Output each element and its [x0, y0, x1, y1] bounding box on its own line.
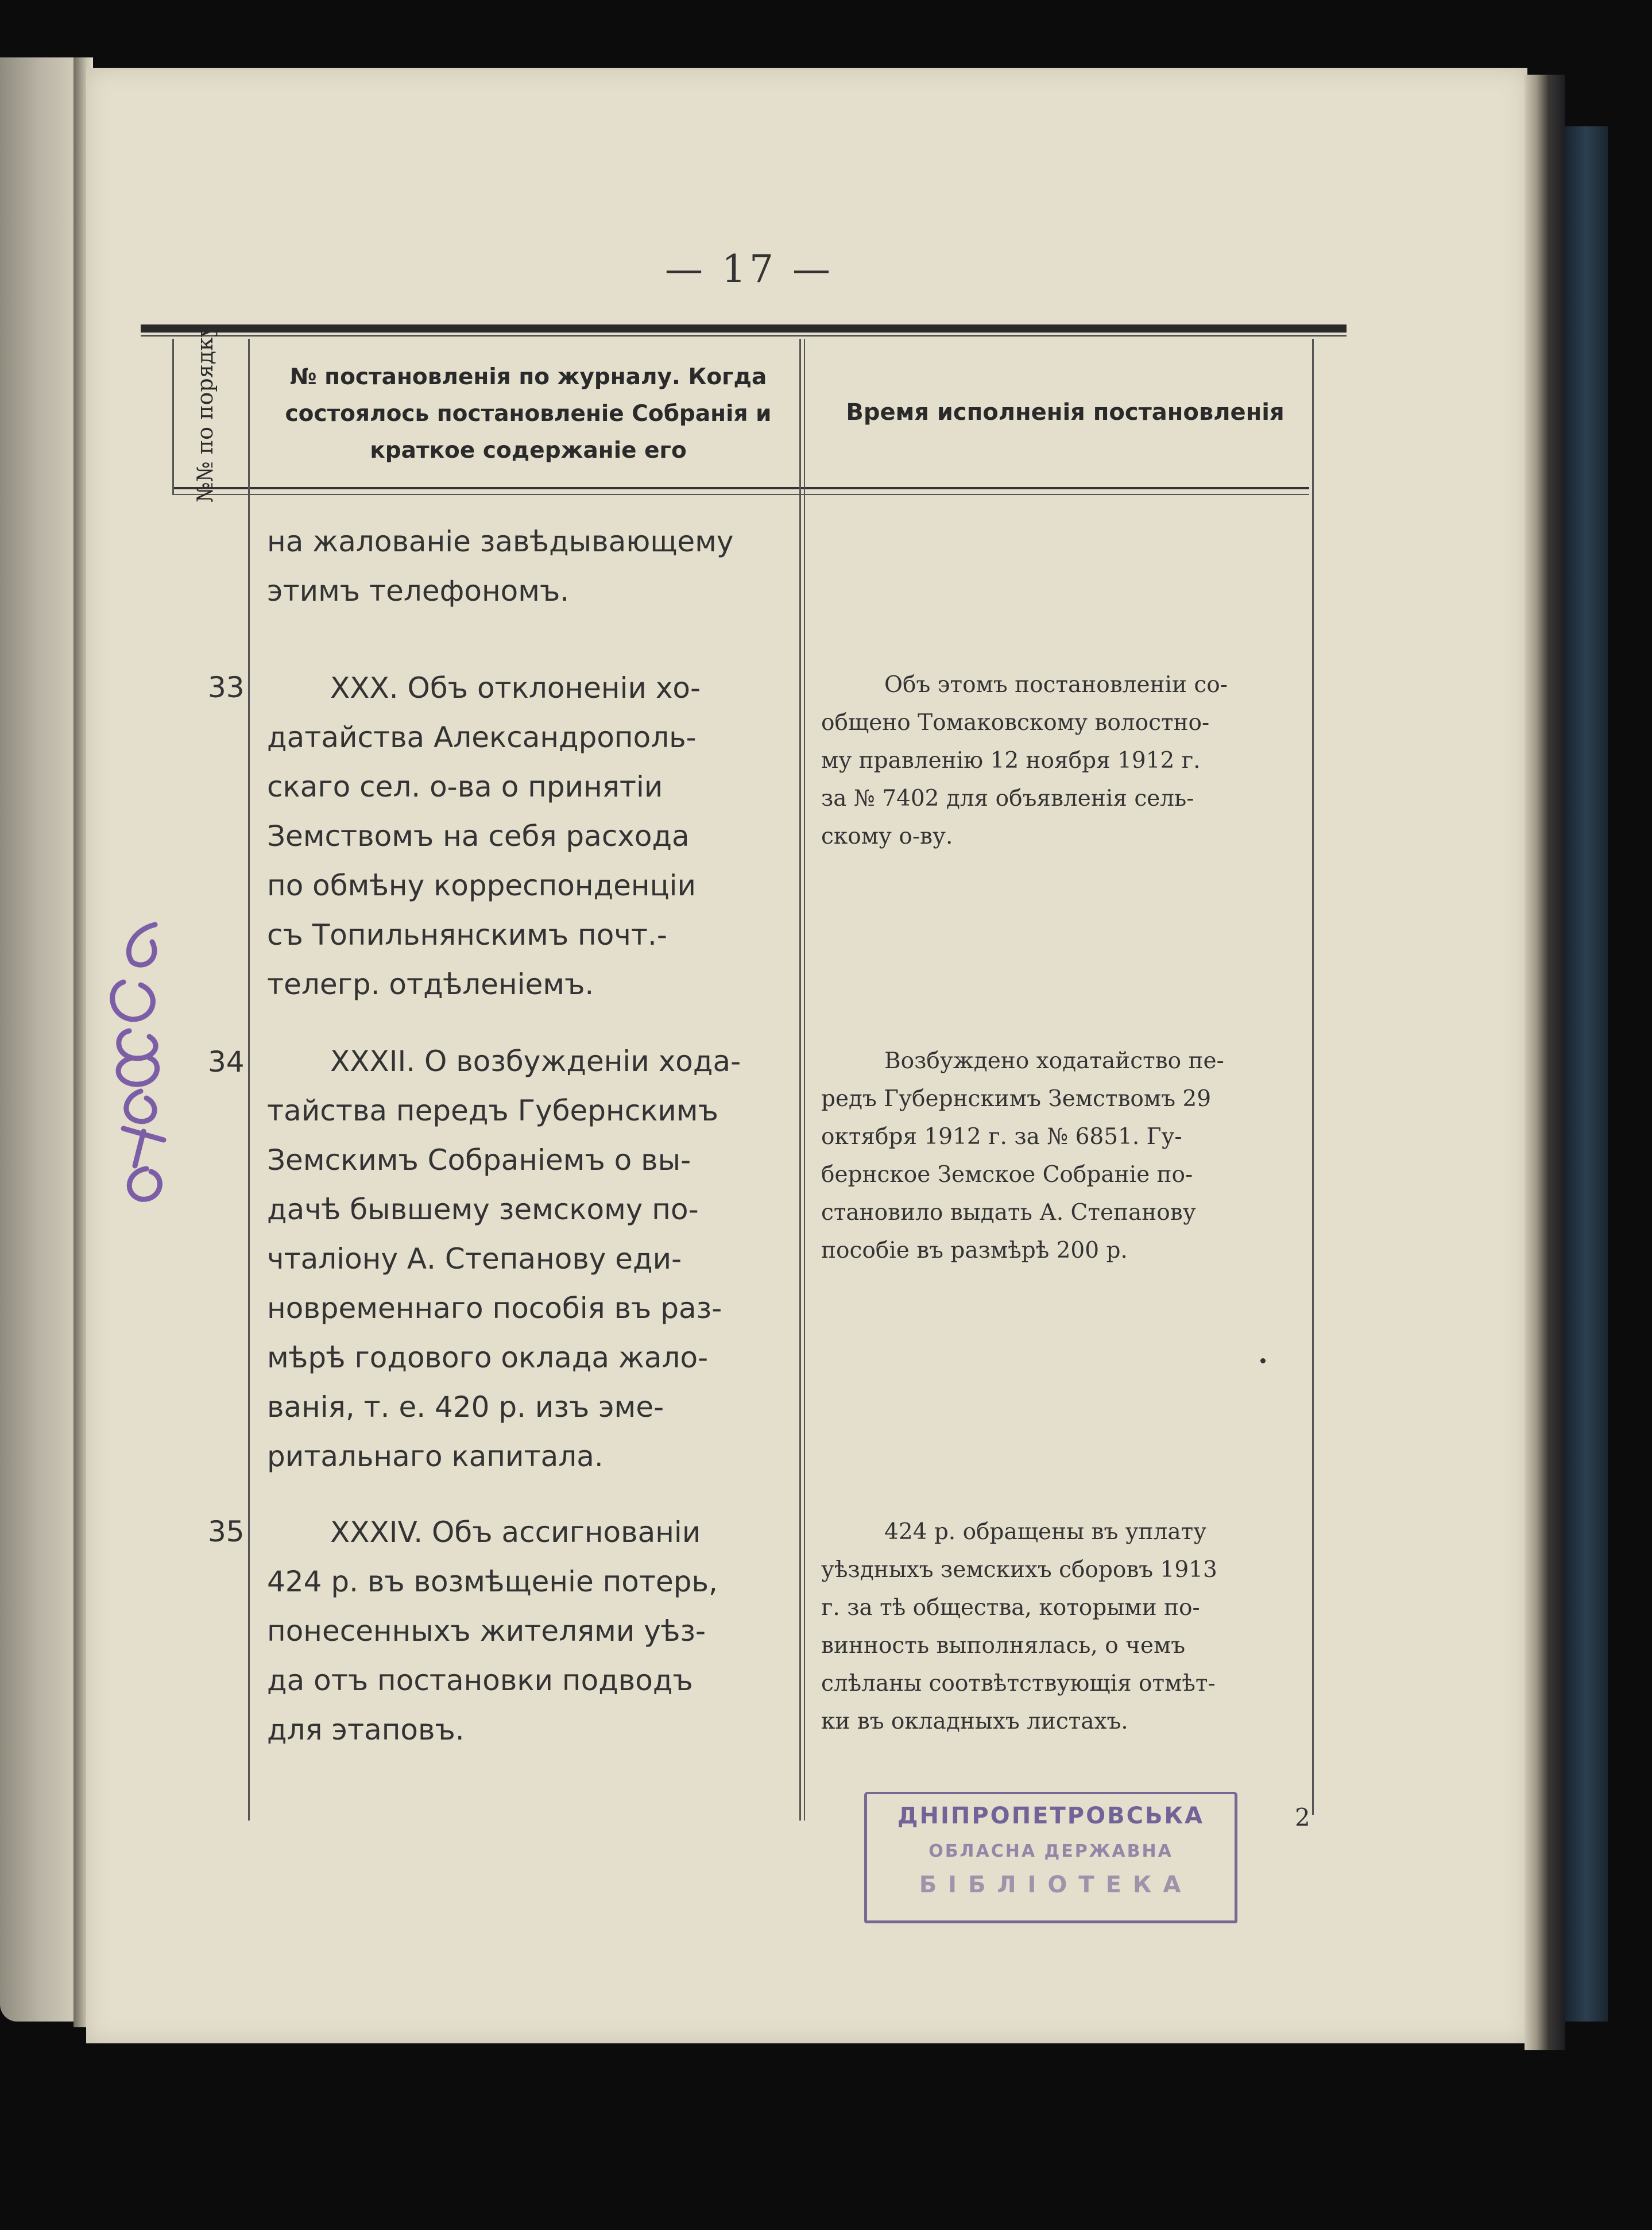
text-line: становило выдать А. Степанову [821, 1200, 1196, 1226]
execution-text [821, 666, 1303, 856]
text-line: г. за тѣ общества, которыми по- [821, 1595, 1200, 1621]
column-divider-2 [799, 339, 801, 1821]
row-number: 35 [208, 1515, 245, 1548]
execution-text [821, 1513, 1303, 1741]
text-line: пособіе въ размѣрѣ 200 р. [821, 1238, 1128, 1263]
row-number: 33 [208, 671, 245, 704]
text-line: скому о-ву. [821, 824, 953, 849]
header-decision-line: № постановленія по журналу. Когда [289, 364, 767, 390]
text-line: XXXII. О возбужденіи хода- [330, 1045, 741, 1078]
header-bottom-rule [172, 487, 1309, 489]
text-line: скаго сел. о-ва о принятіи [267, 770, 663, 803]
text-line: винность выполнялась, о чемъ [821, 1633, 1186, 1659]
book-cover-edge [1565, 126, 1608, 2022]
text-line: Земскимъ Собраніемъ о вы- [267, 1143, 691, 1177]
text-line: за № 7402 для объявленія сель- [821, 786, 1194, 811]
text-line: XXX. Объ отклоненіи хо- [330, 671, 701, 705]
previous-page-edge [0, 57, 73, 2022]
text-line: датайства Александрополь- [267, 721, 697, 754]
page-number: — 17 — [665, 247, 834, 291]
column-divider-2b [804, 339, 805, 1821]
ink-speck [1260, 1358, 1266, 1363]
text-line: общено Томаковскому волостно- [821, 710, 1210, 736]
text-line: 424 р. обращены въ уплату [884, 1519, 1207, 1545]
decision-text [267, 663, 795, 1009]
page-stack-edge [1525, 75, 1565, 2050]
text-line: мѣрѣ годового оклада жало- [267, 1341, 709, 1374]
table-top-rule [141, 324, 1347, 333]
text-line: чталіону А. Степанову еди- [267, 1242, 682, 1276]
stamp-line: Б І Б Л І О Т Е К А [919, 1872, 1183, 1898]
text-line: понесенныхъ жителями уѣз- [267, 1614, 706, 1648]
text-line: этимъ телефономъ. [267, 574, 570, 608]
text-line: XXXIV. Объ ассигнованіи [330, 1516, 701, 1549]
header-number-label: №№ по порядку [192, 324, 218, 503]
execution-text [821, 1042, 1303, 1270]
text-line: бернское Земское Собраніе по- [821, 1162, 1193, 1188]
text-line: новременнаго пособія въ раз- [267, 1292, 722, 1325]
text-line: октября 1912 г. за № 6851. Гу- [821, 1124, 1182, 1150]
text-line: ритальнаго капитала. [267, 1440, 603, 1473]
column-divider-1 [248, 339, 250, 1821]
text-line: на жалованіе завѣдывающему [267, 525, 734, 558]
text-line: Возбуждено ходатайство пе- [884, 1048, 1224, 1074]
text-line: 424 р. въ возмѣщеніе потерь, [267, 1565, 718, 1598]
text-line: съ Топильнянскимъ почт.- [267, 918, 667, 952]
text-line: да отъ постановки подводъ [267, 1664, 693, 1697]
header-number-column [162, 324, 248, 503]
header-decision-line: состоялось постановленіе Собранія и [285, 401, 772, 427]
text-line: тайства передъ Губернскимъ [267, 1094, 718, 1127]
text-line: ванія, т. е. 420 р. изъ эме- [267, 1390, 664, 1424]
library-stamp [864, 1792, 1237, 1923]
decision-text [267, 1508, 795, 1754]
signature-mark: 2 [1295, 1803, 1310, 1831]
text-line: слѣланы соотвѣтствующія отмѣт- [821, 1671, 1216, 1696]
header-decision-line: краткое содержаніе его [370, 438, 687, 463]
header-decision-column [261, 359, 795, 469]
header-execution-column: Время исполненія постановленія [846, 399, 1285, 426]
text-line: телегр. отдѣленіемъ. [267, 968, 594, 1001]
carryover-text [267, 517, 795, 616]
text-line: для этаповъ. [267, 1713, 465, 1746]
text-line: Объ этомъ постановленіи со- [884, 672, 1228, 698]
text-line: уѣздныхъ земскихъ сборовъ 1913 [821, 1557, 1217, 1583]
header-bottom-rule-thin [172, 494, 1309, 495]
stamp-line: ДНІПРОПЕТРОВСЬКА [897, 1803, 1205, 1829]
decision-text [267, 1037, 795, 1481]
text-line: му правленію 12 ноября 1912 г. [821, 748, 1201, 774]
column-divider-3 [1312, 339, 1314, 1815]
handwritten-inventory-number [100, 907, 181, 1206]
text-line: Земствомъ на себя расхода [267, 820, 690, 853]
text-line: ки въ окладныхъ листахъ. [821, 1709, 1128, 1734]
text-line: редъ Губернскимъ Земствомъ 29 [821, 1086, 1212, 1112]
text-line: дачѣ бывшему земскому по- [267, 1193, 699, 1226]
row-number: 34 [208, 1045, 245, 1079]
text-line: по обмѣну корреспонденціи [267, 869, 697, 902]
stamp-line: ОБЛАСНА ДЕРЖАВНА [928, 1841, 1173, 1861]
table-top-rule-thin [141, 335, 1347, 337]
